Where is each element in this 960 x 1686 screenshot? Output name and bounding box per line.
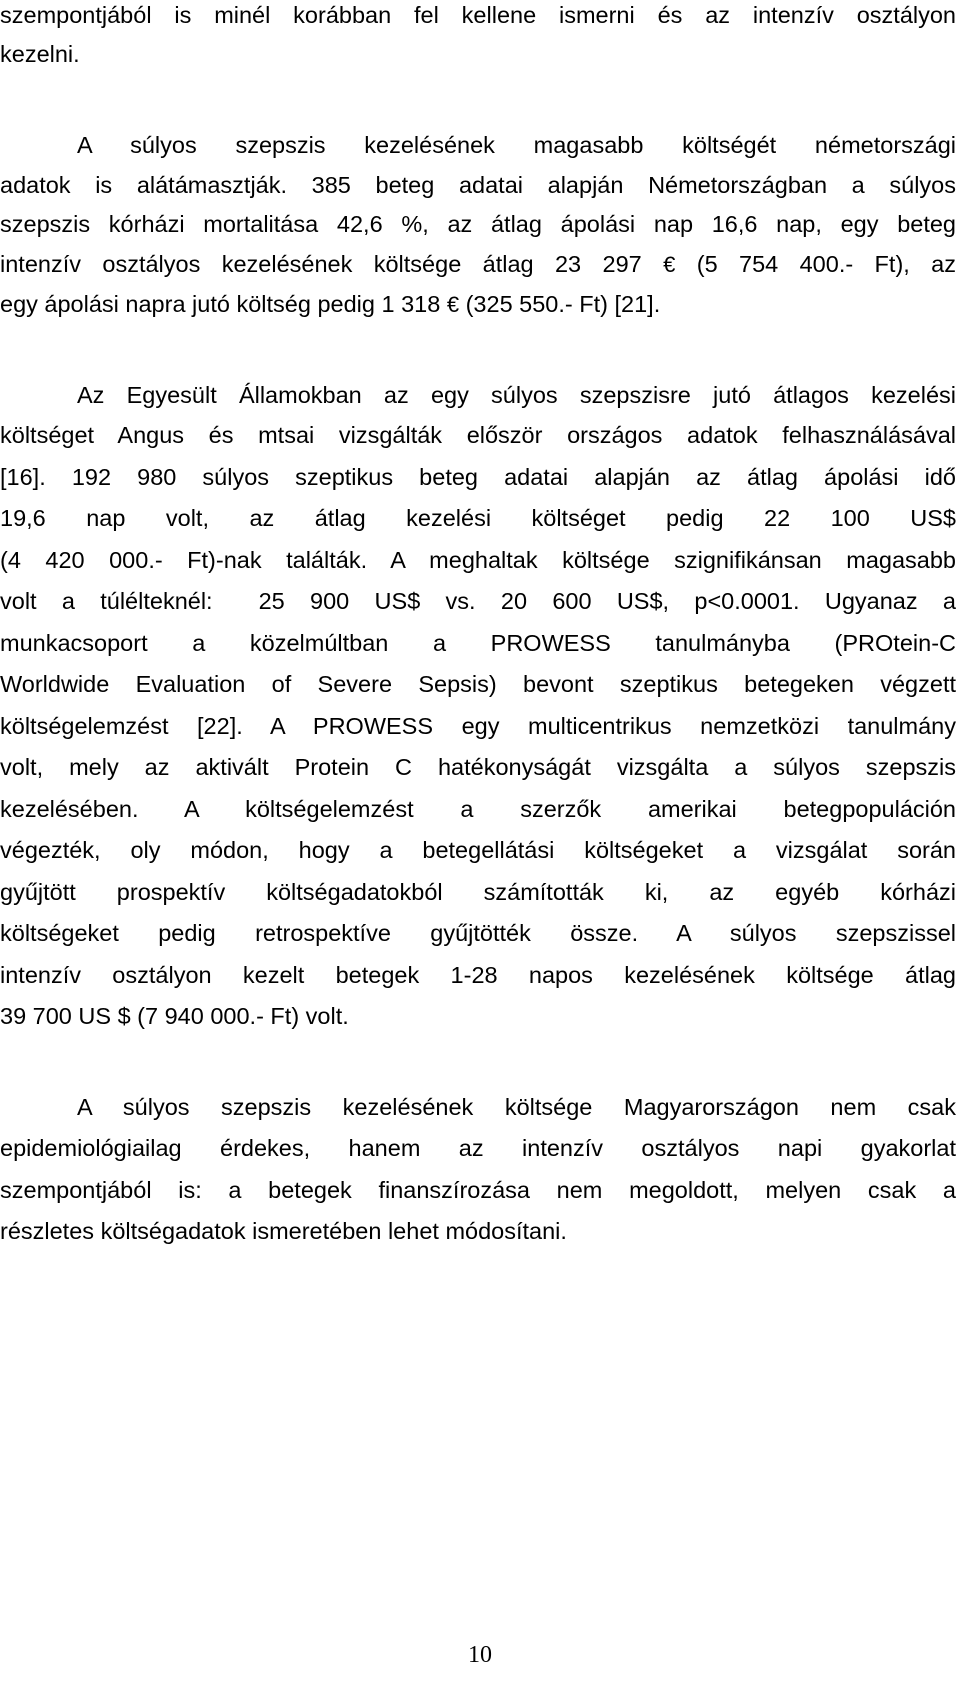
text-line: [16]. 192 980 súlyos szeptikus beteg adatai alapján az átlag ápolási idő [0, 464, 956, 490]
text-line: költségelemzést [22]. A PROWESS egy multicentrikus nemzetközi tanulmány [0, 713, 956, 739]
text-line: Worldwide Evaluation of Severe Sepsis) bevont szeptikus betegeken végzett [0, 671, 956, 697]
text-line: epidemiológiailag érdekes, hanem az intenzív osztályos napi gyakorlat [0, 1135, 956, 1161]
page-number: 10 [468, 1642, 492, 1668]
text-line: részletes költségadatok ismeretében lehet módosítani. [0, 1218, 567, 1244]
text-line: költségeket pedig retrospektíve gyűjtötték össze. A súlyos szepszissel [0, 920, 956, 946]
text-line [0, 586, 956, 616]
text-line: A súlyos szepszis kezelésének magasabb költségét németországi [77, 132, 956, 158]
text-line: szepszis kórházi mortalitása 42,6 %, az átlag ápolási nap 16,6 nap, egy beteg [0, 211, 956, 237]
text-segment: (5 754 400.- Ft), az [675, 251, 957, 277]
text-line: szempontjából is minél korábban fel kellene ismerni és az intenzív osztályon [0, 2, 956, 28]
text-line: kezelni. [0, 41, 80, 67]
text-line: intenzív osztályon kezelt betegek 1-28 napos kezelésének költsége átlag [0, 962, 956, 988]
euro-sign: € [446, 292, 460, 317]
text-line [0, 249, 956, 280]
text-line: költséget Angus és mtsai vizsgálták először országos adatok felhasználásával [0, 422, 956, 448]
text-line: Az Egyesült Államokban az egy súlyos szepszisre jutó átlagos kezelési [77, 382, 956, 408]
text-line: kezelésében. A költségelemzést a szerzők amerikai betegpopuláción [0, 796, 956, 822]
text-line: 39 700 US $ (7 940 000.- Ft) volt. [0, 1003, 349, 1029]
text-line [0, 289, 956, 320]
text-segment: intenzív osztályos kezelésének költsége átlag 23 297 [0, 251, 664, 277]
text-line: volt, mely az aktivált Protein C hatékonyságát vizsgálta a súlyos szepszis [0, 754, 956, 780]
text-segment: 25 900 US$ vs. 20 600 US$, p<0.0001. Ugyanaz a [258, 588, 956, 614]
euro-sign: € [663, 252, 676, 277]
text-segment: (325 550.- Ft) [21]. [459, 291, 661, 317]
text-segment: volt a túlélteknél: [0, 588, 213, 614]
text-line: szempontjából is: a betegek finanszírozása nem megoldott, melyen csak a [0, 1177, 956, 1203]
text-line: adatok is alátámasztják. 385 beteg adatai alapján Németországban a súlyos [0, 172, 956, 198]
text-line: (4 420 000.- Ft)-nak találták. A meghaltak költsége szignifikánsan magasabb [0, 547, 956, 573]
text-line: 19,6 nap volt, az átlag kezelési költséget pedig 22 100 US$ [0, 505, 956, 531]
text-line: A súlyos szepszis kezelésének költsége Magyarországon nem csak [77, 1094, 956, 1120]
text-line: gyűjtött prospektív költségadatokból számították ki, az egyéb kórházi [0, 879, 956, 905]
text-line: végezték, oly módon, hogy a betegellátási költségeket a vizsgálat során [0, 837, 956, 863]
text-line: munkacsoport a közelmúltban a PROWESS tanulmányba (PROtein-C [0, 630, 956, 656]
text-segment: egy ápolási napra jutó költség pedig 1 318 [0, 291, 447, 317]
